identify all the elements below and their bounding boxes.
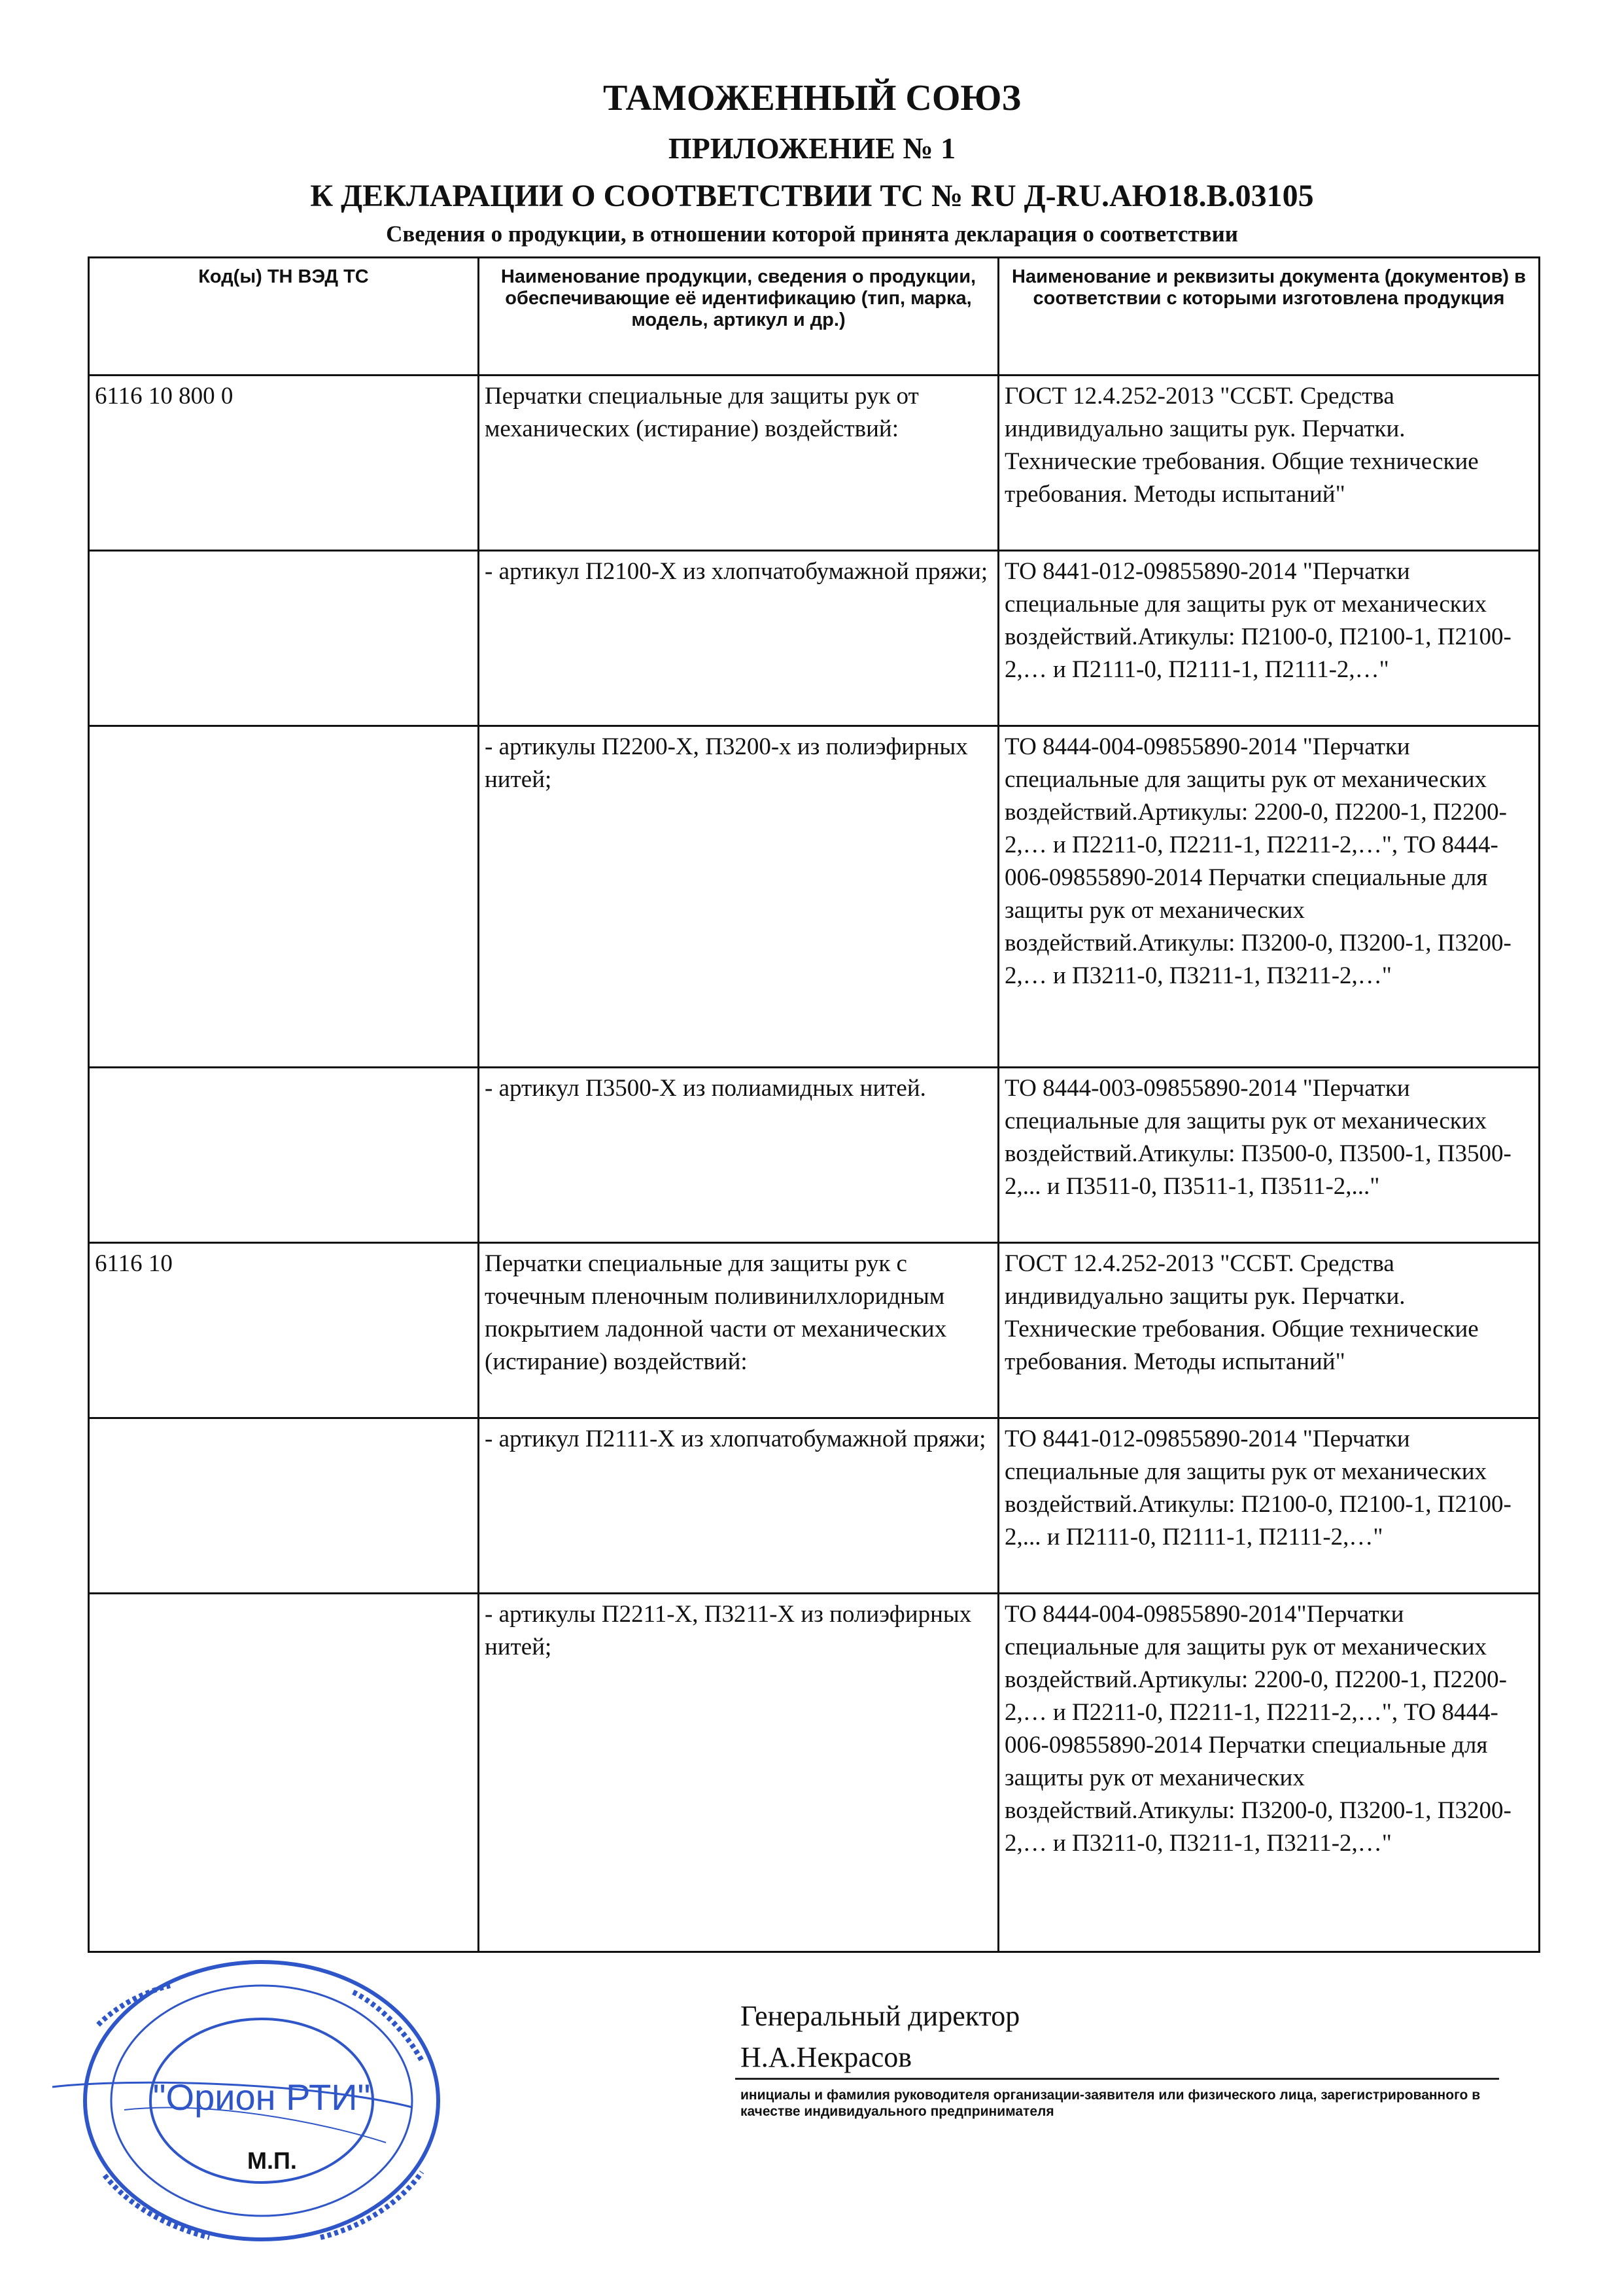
cell-code (89, 1068, 479, 1243)
cell-code (89, 726, 479, 1068)
table-row (89, 1594, 1540, 1952)
doc-subtitle: ПРИЛОЖЕНИЕ № 1 (668, 131, 956, 165)
cell-code (89, 551, 479, 726)
products-table (88, 256, 1540, 1953)
cell-document: ТО 8444-004-09855890-2014"Перчатки специальные для защиты рук от механических воздействий.Артикулы: 2200-0, П2200-1, П2200-2,… и П2211-0, П2211-1, П2211-2,…", ТО 8444-006-09855890-2014 Перчатки специальные для защиты рук от механических воздействий.Атикулы: П3200-0, П3200-1, П3200-2,… и П3211-0, П3211-1, П3211-2,…" (999, 1594, 1540, 1952)
cell-document: ТО 8441-012-09855890-2014 "Перчатки специальные для защиты рук от механических воздействий.Атикулы: П2100-0, П2100-1, П2100-2,… и П2111-0, П2111-1, П2111-2,…" (999, 551, 1540, 726)
table-row (89, 1243, 1540, 1418)
seal-mark: М.П. (247, 2147, 297, 2174)
info-line: Сведения о продукции, в отношении которой принята декларация о соответствии (386, 221, 1238, 247)
cell-document: ГОСТ 12.4.252-2013 "ССБТ. Средства индивидуально защиты рук. Перчатки. Технические требования. Общие технические требования. Методы испытаний" (999, 1243, 1540, 1418)
cell-document: ТО 8441-012-09855890-2014 "Перчатки специальные для защиты рук от механических воздействий.Атикулы: П2100-0, П2100-1, П2100-2,... и П2111-0, П2111-1, П2111-2,…" (999, 1418, 1540, 1594)
table-row (89, 551, 1540, 726)
table-header-row (89, 258, 1540, 376)
signature-line (735, 2078, 1499, 2080)
company-seal (46, 1946, 464, 2254)
cell-product: - артикул П2100-Х из хлопчатобумажной пряжи; (479, 551, 999, 726)
table-row (89, 376, 1540, 551)
cell-document: ГОСТ 12.4.252-2013 "ССБТ. Средства индивидуально защиты рук. Перчатки. Технические требования. Общие технические требования. Методы испытаний" (999, 376, 1540, 551)
cell-document: ТО 8444-003-09855890-2014 "Перчатки специальные для защиты рук от механических воздействий.Атикулы: П3500-0, П3500-1, П3500-2,... и П3511-0, П3511-1, П3511-2,..." (999, 1068, 1540, 1243)
cell-product: - артикул П3500-Х из полиамидных нитей. (479, 1068, 999, 1243)
cell-product: - артикулы П2211-Х, П3211-Х из полиэфирных нитей; (479, 1594, 999, 1952)
cell-product: - артикулы П2200-Х, П3200-х из полиэфирных нитей; (479, 726, 999, 1068)
seal-company-name: "Орион РТИ" (152, 2076, 371, 2118)
cell-code: 6116 10 (89, 1243, 479, 1418)
signature-caption: инициалы и фамилия руководителя организации-заявителя или физического лица, зарегистрированного в качестве индивидуального предпринимателя (740, 2088, 1481, 2119)
cell-document: ТО 8444-004-09855890-2014 "Перчатки специальные для защиты рук от механических воздействий.Артикулы: 2200-0, П2200-1, П2200-2,… и П2211-0, П2211-1, П2211-2,…", ТО 8444-006-09855890-2014 Перчатки специальные для защиты рук от механических воздействий.Атикулы: П3200-0, П3200-1, П3200-2,… и П3211-0, П3211-1, П3211-2,…" (999, 726, 1540, 1068)
table-row (89, 1418, 1540, 1594)
cell-code: 6116 10 800 0 (89, 376, 479, 551)
cell-product: Перчатки специальные для защиты рук от механических (истирание) воздействий: (479, 376, 999, 551)
cell-code (89, 1418, 479, 1594)
signatory-position: Генеральный директор (740, 2000, 1020, 2032)
signatory-name: Н.А.Некрасов (740, 2041, 912, 2073)
table-row (89, 1068, 1540, 1243)
table-row (89, 726, 1540, 1068)
declaration-number: К ДЕКЛАРАЦИИ О СООТВЕТСТВИИ ТС № RU Д-RU.АЮ18.В.03105 (310, 179, 1314, 213)
cell-code (89, 1594, 479, 1952)
column-header-code: Код(ы) ТН ВЭД ТС (89, 258, 479, 376)
cell-product: Перчатки специальные для защиты рук с точечным пленочным поливинилхлоридным покрытием ладонной части от механических (истирание) воздействий: (479, 1243, 999, 1418)
column-header-document: Наименование и реквизиты документа (документов) в соответствии с которыми изготовлена продукция (999, 258, 1540, 376)
doc-title: ТАМОЖЕННЫЙ СОЮЗ (602, 78, 1022, 118)
column-header-product: Наименование продукции, сведения о продукции, обеспечивающие её идентификацию (тип, марка, модель, артикул и др.) (479, 258, 999, 376)
cell-product: - артикул П2111-Х из хлопчатобумажной пряжи; (479, 1418, 999, 1594)
